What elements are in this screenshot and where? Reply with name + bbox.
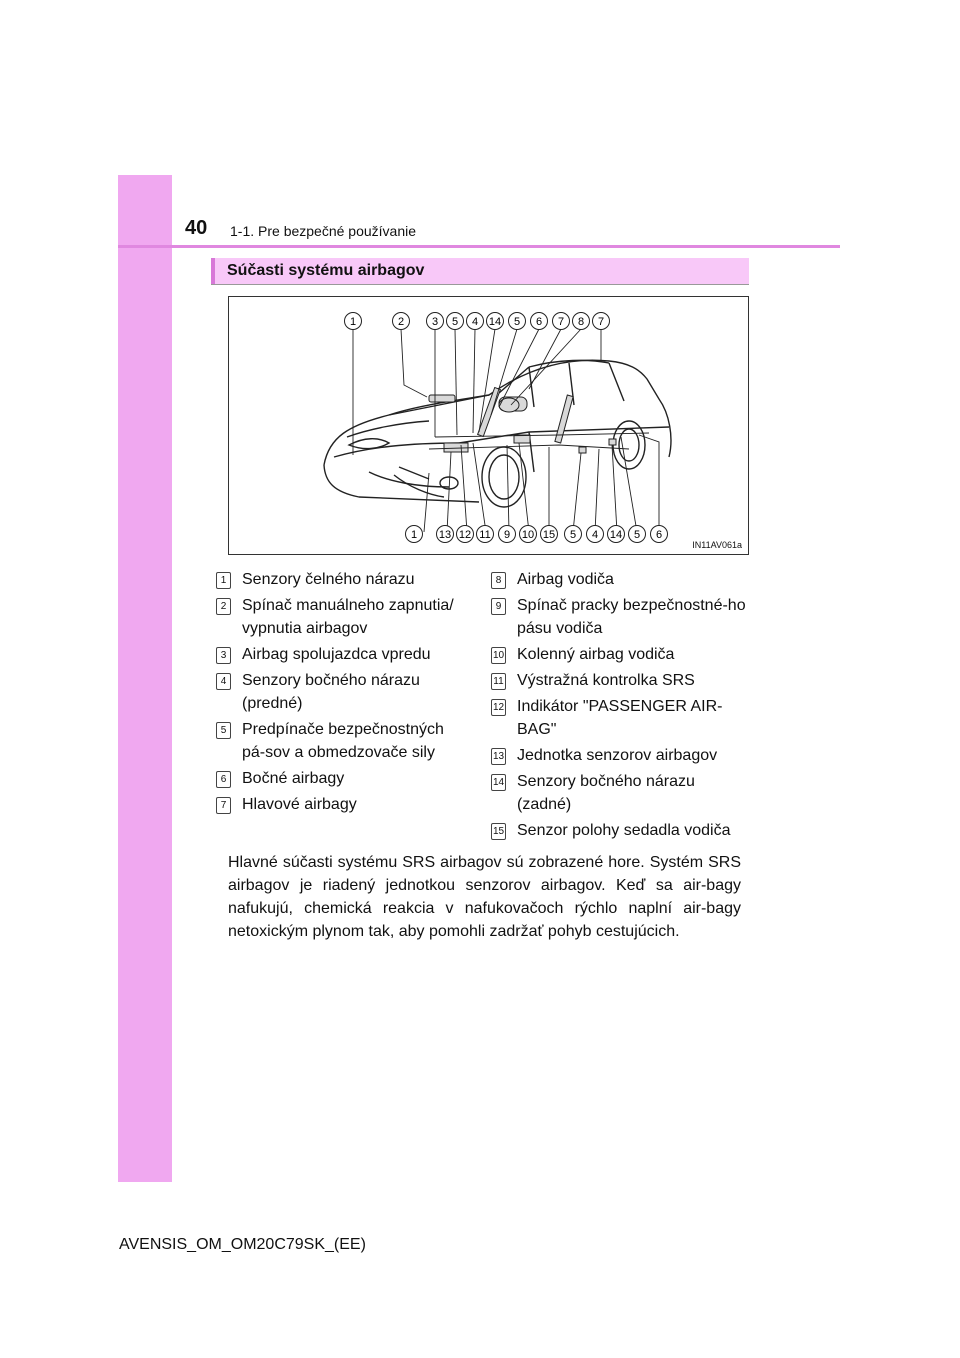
legend-text: Jednotka senzorov airbagov <box>517 747 718 764</box>
legend-item <box>216 767 471 790</box>
legend-item <box>491 770 753 816</box>
box-title: Súčasti systému airbagov <box>211 258 749 284</box>
legend-number: 10 <box>491 647 506 664</box>
legend-item <box>491 819 753 842</box>
legend-text: Airbag spolujazdca vpredu <box>242 646 431 663</box>
legend-text: Spínač manuálneho zapnutia/ vypnutia airbagov <box>242 597 454 637</box>
legend-item <box>491 594 753 640</box>
svg-text:2: 2 <box>397 316 405 328</box>
callout-bottom-4 <box>587 526 604 543</box>
legend-number: 9 <box>491 598 506 615</box>
svg-text:4: 4 <box>591 529 599 541</box>
callout-top-5b <box>509 313 526 330</box>
body-paragraph: Hlavné súčasti systému SRS airbagov sú zobrazené hore. Systém SRS airbagov je riadený jednotkou senzorov airbagov. Keď sa air-bagy nafukujú, chemická reakcia v nafukovačoch rýchlo naplní air-bagy netoxickým plynom tak, aby pomohli zadržať pohyb cestujúcich. <box>228 854 741 940</box>
legend-number: 3 <box>216 647 231 664</box>
callout-bottom-15 <box>541 526 558 543</box>
box-title-underline <box>211 284 749 285</box>
section-header: 1-1. Pre bezpečné používanie <box>230 223 417 239</box>
svg-text:7: 7 <box>557 316 565 328</box>
legend-item <box>216 793 471 816</box>
callout-bottom-13 <box>437 526 454 543</box>
header-rule <box>118 245 840 248</box>
legend-text: Kolenný airbag vodiča <box>517 646 675 663</box>
legend-text: Senzory bočného nárazu (zadné) <box>517 773 695 813</box>
legend-number: 15 <box>491 823 506 840</box>
legend-item <box>216 718 471 764</box>
svg-text:4: 4 <box>471 316 479 328</box>
legend-right <box>491 568 753 845</box>
svg-text:5: 5 <box>633 529 641 541</box>
svg-text:15: 15 <box>542 529 556 541</box>
legend-number: 11 <box>491 673 506 690</box>
svg-text:5: 5 <box>569 529 577 541</box>
legend-item <box>491 568 753 591</box>
legend-item <box>216 568 471 591</box>
legend-item <box>216 669 471 715</box>
bottom-callouts <box>406 526 668 543</box>
svg-text:12: 12 <box>458 529 472 541</box>
callout-top-3 <box>427 313 444 330</box>
callout-bottom-5a <box>565 526 582 543</box>
svg-text:6: 6 <box>535 316 543 328</box>
side-tab-band <box>118 175 172 1182</box>
svg-text:13: 13 <box>438 529 452 541</box>
legend-text: Spínač pracky bezpečnostné-ho pásu vodiča <box>517 597 746 637</box>
callout-bottom-10 <box>520 526 537 543</box>
callout-top-7a <box>553 313 570 330</box>
legend-left <box>216 568 471 819</box>
svg-text:5: 5 <box>513 316 521 328</box>
legend-text: Senzory bočného nárazu (predné) <box>242 672 420 712</box>
callout-top-1 <box>345 313 362 330</box>
legend-item <box>216 643 471 666</box>
svg-text:7: 7 <box>597 316 605 328</box>
callout-bottom-1 <box>406 526 423 543</box>
callout-top-7b <box>593 313 610 330</box>
svg-text:1: 1 <box>349 316 357 328</box>
legend-number: 13 <box>491 748 506 765</box>
callout-top-8 <box>573 313 590 330</box>
svg-text:14: 14 <box>609 529 623 541</box>
legend-text: Bočné airbagy <box>242 770 345 787</box>
legend-text: Indikátor "PASSENGER AIR-BAG" <box>517 698 723 738</box>
top-callouts <box>345 313 610 330</box>
legend-number: 6 <box>216 771 231 788</box>
callout-top-2 <box>393 313 410 330</box>
airbag-diagram <box>228 296 749 555</box>
legend-item <box>216 594 471 640</box>
legend-number: 8 <box>491 572 506 589</box>
callout-top-6 <box>531 313 548 330</box>
svg-text:8: 8 <box>577 316 585 328</box>
legend-text: Hlavové airbagy <box>242 796 357 813</box>
svg-text:14: 14 <box>488 316 502 328</box>
legend-number: 1 <box>216 572 231 589</box>
car-illustration <box>229 297 748 554</box>
svg-text:3: 3 <box>431 316 439 328</box>
legend-number: 4 <box>216 673 231 690</box>
callout-top-4 <box>467 313 484 330</box>
svg-text:9: 9 <box>503 529 511 541</box>
legend-text: Airbag vodiča <box>517 571 614 588</box>
callout-bottom-12 <box>457 526 474 543</box>
legend-number: 7 <box>216 797 231 814</box>
legend-number: 14 <box>491 774 506 791</box>
svg-text:1: 1 <box>410 529 418 541</box>
callout-bottom-9 <box>499 526 516 543</box>
callout-bottom-5b <box>629 526 646 543</box>
svg-text:10: 10 <box>521 529 535 541</box>
legend-item <box>491 643 753 666</box>
legend-number: 5 <box>216 722 231 739</box>
legend-item <box>491 744 753 767</box>
footer-doc-id: AVENSIS_OM_OM20C79SK_(EE) <box>119 1236 366 1253</box>
callout-bottom-14 <box>608 526 625 543</box>
legend-item <box>491 695 753 741</box>
legend-item <box>491 669 753 692</box>
callout-bottom-11 <box>477 526 494 543</box>
callout-bottom-6 <box>651 526 668 543</box>
legend-number: 12 <box>491 699 506 716</box>
legend-text: Senzory čelného nárazu <box>242 571 415 588</box>
callout-top-14 <box>487 313 504 330</box>
svg-text:11: 11 <box>479 529 491 541</box>
callout-top-5a <box>447 313 464 330</box>
legend-text: Predpínače bezpečnostných pá-sov a obmedzovače sily <box>242 721 444 761</box>
figure-code: IN11AV061a <box>692 540 742 550</box>
svg-text:5: 5 <box>451 316 459 328</box>
legend-text: Výstražná kontrolka SRS <box>517 672 695 689</box>
legend-number: 2 <box>216 598 231 615</box>
page-number: 40 <box>185 217 208 239</box>
svg-text:6: 6 <box>655 529 663 541</box>
legend-text: Senzor polohy sedadla vodiča <box>517 822 731 839</box>
